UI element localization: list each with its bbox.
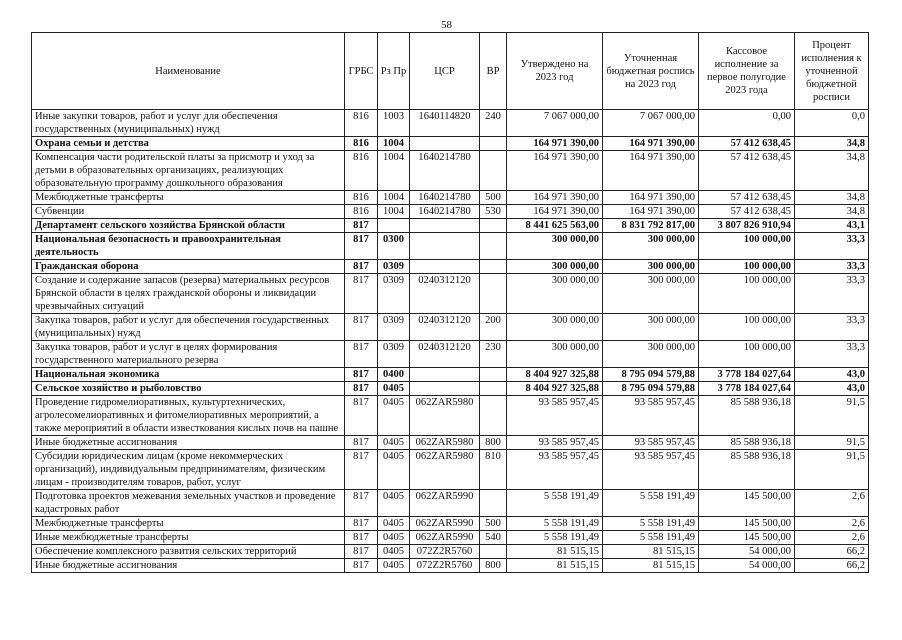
row-vr: 810 (480, 450, 507, 490)
row-approved: 93 585 957,45 (507, 436, 603, 450)
row-vr: 800 (480, 436, 507, 450)
row-grbs: 817 (345, 219, 378, 233)
row-refined: 300 000,00 (603, 341, 699, 368)
row-approved: 300 000,00 (507, 314, 603, 341)
row-name: Иные закупки товаров, работ и услуг для обеспечения государственных (муниципальных) нужд (32, 110, 345, 137)
row-name: Межбюджетные трансферты (32, 517, 345, 531)
row-grbs: 817 (345, 368, 378, 382)
row-csr: 062ZAR5990 (410, 531, 480, 545)
row-approved: 81 515,15 (507, 545, 603, 559)
row-grbs: 817 (345, 450, 378, 490)
row-cash: 3 778 184 027,64 (699, 368, 795, 382)
row-cash: 3 807 826 910,94 (699, 219, 795, 233)
header-vr: ВР (480, 33, 507, 110)
header-cash: Кассовое исполнение за первое полугодие 2023 года (699, 33, 795, 110)
row-refined: 5 558 191,49 (603, 531, 699, 545)
table-row (32, 531, 869, 545)
row-name: Национальная безопасность и правоохранительная деятельность (32, 233, 345, 260)
row-approved: 164 971 390,00 (507, 191, 603, 205)
row-rzpr: 0405 (378, 517, 410, 531)
row-rzpr: 0405 (378, 436, 410, 450)
row-rzpr: 0300 (378, 233, 410, 260)
row-approved: 164 971 390,00 (507, 151, 603, 191)
row-refined: 81 515,15 (603, 559, 699, 573)
table-row (32, 191, 869, 205)
row-vr: 800 (480, 559, 507, 573)
row-csr: 062ZAR5990 (410, 517, 480, 531)
row-name: Субвенции (32, 205, 345, 219)
table-row (32, 137, 869, 151)
page-number: 58 (441, 19, 452, 31)
row-csr: 062ZAR5990 (410, 490, 480, 517)
row-vr: 200 (480, 314, 507, 341)
row-approved: 164 971 390,00 (507, 137, 603, 151)
row-grbs: 817 (345, 531, 378, 545)
row-vr (480, 382, 507, 396)
row-percent: 34,8 (795, 191, 869, 205)
row-approved: 7 067 000,00 (507, 110, 603, 137)
row-percent: 0,0 (795, 110, 869, 137)
row-cash: 100 000,00 (699, 314, 795, 341)
row-vr: 540 (480, 531, 507, 545)
row-refined: 300 000,00 (603, 233, 699, 260)
row-csr: 0240312120 (410, 274, 480, 314)
row-csr: 1640214780 (410, 191, 480, 205)
row-percent: 2,6 (795, 490, 869, 517)
row-approved: 164 971 390,00 (507, 205, 603, 219)
row-rzpr: 0405 (378, 545, 410, 559)
row-grbs: 817 (345, 382, 378, 396)
row-grbs: 816 (345, 137, 378, 151)
header-rzpr: Рз Пр (378, 33, 410, 110)
row-percent: 34,8 (795, 205, 869, 219)
row-cash: 100 000,00 (699, 233, 795, 260)
row-vr (480, 233, 507, 260)
row-vr (480, 260, 507, 274)
row-rzpr: 0309 (378, 274, 410, 314)
row-refined: 5 558 191,49 (603, 517, 699, 531)
row-cash: 85 588 936,18 (699, 396, 795, 436)
row-approved: 8 441 625 563,00 (507, 219, 603, 233)
row-refined: 164 971 390,00 (603, 137, 699, 151)
row-csr: 1640214780 (410, 205, 480, 219)
header-percent: Процент исполнения к уточненной бюджетной росписи (795, 33, 869, 110)
row-name: Субсидии юридическим лицам (кроме некоммерческих организаций), индивидуальным предпринимателям, физическим лицам - производителям товаров, работ, услуг (32, 450, 345, 490)
row-approved: 5 558 191,49 (507, 490, 603, 517)
table-row (32, 274, 869, 314)
row-csr: 062ZAR5980 (410, 436, 480, 450)
row-grbs: 817 (345, 233, 378, 260)
row-approved: 5 558 191,49 (507, 517, 603, 531)
row-name: Охрана семьи и детства (32, 137, 345, 151)
row-cash: 3 778 184 027,64 (699, 382, 795, 396)
row-rzpr: 0405 (378, 490, 410, 517)
row-refined: 8 795 094 579,88 (603, 382, 699, 396)
row-percent: 43,0 (795, 368, 869, 382)
row-cash: 85 588 936,18 (699, 450, 795, 490)
row-grbs: 817 (345, 260, 378, 274)
row-name: Проведение гидромелиоративных, культуртехнических, агролесомелиоративных и фитомелиоративных мероприятий, а также мероприятий в области известкования кислых почв на пашне (32, 396, 345, 436)
row-grbs: 817 (345, 490, 378, 517)
row-name: Создание и содержание запасов (резерва) материальных ресурсов Брянской области в целях гражданской обороны и ликвидации чрезвычайных ситуаций (32, 274, 345, 314)
row-csr: 072Z2R5760 (410, 559, 480, 573)
table-header-row (32, 33, 869, 110)
table-row (32, 260, 869, 274)
row-vr (480, 490, 507, 517)
row-refined: 7 067 000,00 (603, 110, 699, 137)
row-refined: 164 971 390,00 (603, 191, 699, 205)
row-rzpr: 0400 (378, 368, 410, 382)
row-csr (410, 368, 480, 382)
row-grbs: 817 (345, 545, 378, 559)
row-percent: 33,3 (795, 274, 869, 314)
row-rzpr (378, 219, 410, 233)
row-cash: 100 000,00 (699, 274, 795, 314)
table-row (32, 450, 869, 490)
row-name: Подготовка проектов межевания земельных участков и проведение кадастровых работ (32, 490, 345, 517)
row-name: Закупка товаров, работ и услуг в целях формирования государственного материального резерва (32, 341, 345, 368)
row-vr: 230 (480, 341, 507, 368)
row-cash: 54 000,00 (699, 545, 795, 559)
row-refined: 8 831 792 817,00 (603, 219, 699, 233)
row-rzpr: 0405 (378, 531, 410, 545)
row-vr (480, 396, 507, 436)
row-name: Межбюджетные трансферты (32, 191, 345, 205)
row-rzpr: 1003 (378, 110, 410, 137)
row-refined: 81 515,15 (603, 545, 699, 559)
row-refined: 300 000,00 (603, 314, 699, 341)
row-grbs: 817 (345, 436, 378, 450)
row-cash: 145 500,00 (699, 531, 795, 545)
row-percent: 66,2 (795, 545, 869, 559)
row-cash: 54 000,00 (699, 559, 795, 573)
row-vr (480, 274, 507, 314)
row-percent: 33,3 (795, 260, 869, 274)
table-row (32, 436, 869, 450)
row-csr: 062ZAR5980 (410, 450, 480, 490)
row-approved: 5 558 191,49 (507, 531, 603, 545)
row-approved: 93 585 957,45 (507, 450, 603, 490)
row-grbs: 817 (345, 314, 378, 341)
table-row (32, 545, 869, 559)
row-percent: 34,8 (795, 137, 869, 151)
row-grbs: 817 (345, 559, 378, 573)
row-percent: 66,2 (795, 559, 869, 573)
row-cash: 100 000,00 (699, 341, 795, 368)
row-vr: 240 (480, 110, 507, 137)
table-row (32, 233, 869, 260)
row-csr: 0240312120 (410, 341, 480, 368)
row-cash: 145 500,00 (699, 517, 795, 531)
row-percent: 2,6 (795, 517, 869, 531)
row-cash: 57 412 638,45 (699, 205, 795, 219)
row-refined: 164 971 390,00 (603, 151, 699, 191)
row-percent: 91,5 (795, 396, 869, 436)
row-grbs: 816 (345, 191, 378, 205)
row-refined: 300 000,00 (603, 274, 699, 314)
table-row (32, 559, 869, 573)
row-approved: 8 404 927 325,88 (507, 368, 603, 382)
row-rzpr: 0309 (378, 260, 410, 274)
row-csr: 1640214780 (410, 151, 480, 191)
row-rzpr: 1004 (378, 151, 410, 191)
row-name: Иные бюджетные ассигнования (32, 559, 345, 573)
row-vr: 500 (480, 517, 507, 531)
row-percent: 33,3 (795, 341, 869, 368)
row-name: Иные межбюджетные трансферты (32, 531, 345, 545)
table-row (32, 341, 869, 368)
table-row (32, 205, 869, 219)
row-name: Национальная экономика (32, 368, 345, 382)
row-name: Иные бюджетные ассигнования (32, 436, 345, 450)
row-cash: 0,00 (699, 110, 795, 137)
row-rzpr: 0309 (378, 341, 410, 368)
row-refined: 5 558 191,49 (603, 490, 699, 517)
row-percent: 91,5 (795, 436, 869, 450)
row-grbs: 816 (345, 205, 378, 219)
row-approved: 300 000,00 (507, 341, 603, 368)
row-csr (410, 260, 480, 274)
row-vr (480, 368, 507, 382)
row-percent: 43,0 (795, 382, 869, 396)
budget-execution-table (31, 32, 869, 573)
row-refined: 93 585 957,45 (603, 396, 699, 436)
row-vr: 500 (480, 191, 507, 205)
row-approved: 300 000,00 (507, 260, 603, 274)
row-cash: 145 500,00 (699, 490, 795, 517)
header-refined: Уточненная бюджетная роспись на 2023 год (603, 33, 699, 110)
header-grbs: ГРБС (345, 33, 378, 110)
row-cash: 57 412 638,45 (699, 191, 795, 205)
row-rzpr: 0405 (378, 450, 410, 490)
row-percent: 91,5 (795, 450, 869, 490)
row-refined: 93 585 957,45 (603, 436, 699, 450)
table-row (32, 219, 869, 233)
table-row (32, 151, 869, 191)
header-csr: ЦСР (410, 33, 480, 110)
row-approved: 81 515,15 (507, 559, 603, 573)
row-grbs: 816 (345, 110, 378, 137)
row-vr (480, 545, 507, 559)
row-vr (480, 151, 507, 191)
row-refined: 8 795 094 579,88 (603, 368, 699, 382)
row-refined: 164 971 390,00 (603, 205, 699, 219)
row-refined: 93 585 957,45 (603, 450, 699, 490)
row-refined: 300 000,00 (603, 260, 699, 274)
row-csr: 072Z2R5760 (410, 545, 480, 559)
table-row (32, 368, 869, 382)
row-name: Обеспечение комплексного развития сельских территорий (32, 545, 345, 559)
row-rzpr: 0405 (378, 559, 410, 573)
row-rzpr: 1004 (378, 137, 410, 151)
row-grbs: 817 (345, 274, 378, 314)
table-row (32, 110, 869, 137)
table-row (32, 490, 869, 517)
row-rzpr: 1004 (378, 191, 410, 205)
row-rzpr: 0405 (378, 396, 410, 436)
row-grbs: 817 (345, 396, 378, 436)
row-approved: 300 000,00 (507, 274, 603, 314)
row-percent: 33,3 (795, 314, 869, 341)
row-vr: 530 (480, 205, 507, 219)
row-name: Закупка товаров, работ и услуг для обеспечения государственных (муниципальных) нужд (32, 314, 345, 341)
row-csr (410, 137, 480, 151)
row-csr (410, 233, 480, 260)
row-percent: 34,8 (795, 151, 869, 191)
row-approved: 93 585 957,45 (507, 396, 603, 436)
row-name: Гражданская оборона (32, 260, 345, 274)
header-approved: Утверждено на 2023 год (507, 33, 603, 110)
table-row (32, 382, 869, 396)
row-grbs: 817 (345, 341, 378, 368)
row-csr: 1640114820 (410, 110, 480, 137)
row-name: Сельское хозяйство и рыболовство (32, 382, 345, 396)
row-name: Департамент сельского хозяйства Брянской области (32, 219, 345, 233)
row-cash: 57 412 638,45 (699, 137, 795, 151)
row-rzpr: 1004 (378, 205, 410, 219)
row-grbs: 817 (345, 517, 378, 531)
table-row (32, 517, 869, 531)
row-percent: 43,1 (795, 219, 869, 233)
row-approved: 8 404 927 325,88 (507, 382, 603, 396)
row-csr (410, 219, 480, 233)
row-cash: 100 000,00 (699, 260, 795, 274)
row-csr (410, 382, 480, 396)
row-percent: 33,3 (795, 233, 869, 260)
row-rzpr: 0405 (378, 382, 410, 396)
row-csr: 062ZAR5980 (410, 396, 480, 436)
row-percent: 2,6 (795, 531, 869, 545)
row-rzpr: 0309 (378, 314, 410, 341)
row-cash: 57 412 638,45 (699, 151, 795, 191)
row-grbs: 816 (345, 151, 378, 191)
row-csr: 0240312120 (410, 314, 480, 341)
row-cash: 85 588 936,18 (699, 436, 795, 450)
row-vr (480, 219, 507, 233)
table-row (32, 314, 869, 341)
row-name: Компенсация части родительской платы за присмотр и уход за детьми в образовательных организациях, реализующих образовательную программу дошкольного образования (32, 151, 345, 191)
row-approved: 300 000,00 (507, 233, 603, 260)
table-row (32, 396, 869, 436)
header-name: Наименование (32, 33, 345, 110)
row-vr (480, 137, 507, 151)
